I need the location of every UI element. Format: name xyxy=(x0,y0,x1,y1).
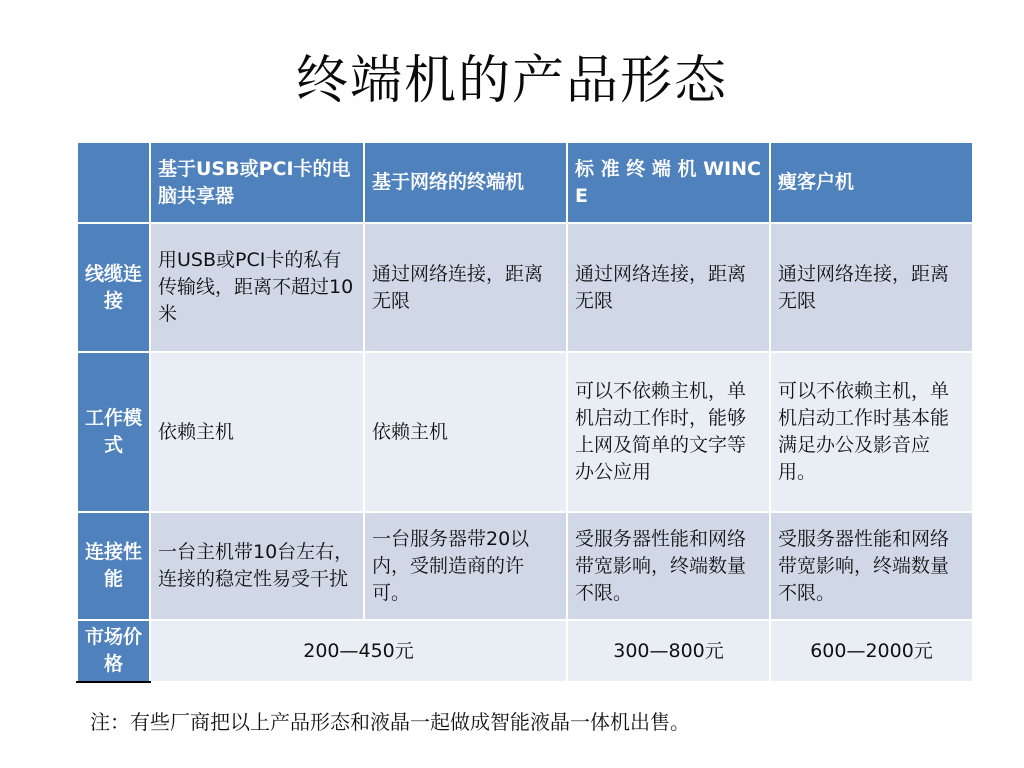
row-label-performance: 连接性能 xyxy=(77,512,150,620)
header-wince-terminal: 标 准 终 端 机 WINCE xyxy=(567,142,770,223)
page-title: 终端机的产品形态 xyxy=(295,51,728,111)
row-label-mode: 工作模式 xyxy=(77,352,150,512)
table-row-mode xyxy=(77,352,973,512)
table-row-performance xyxy=(77,512,973,620)
header-usb-pci-sharer: 基于USB或PCI卡的电脑共享器 xyxy=(150,142,364,223)
table-cell: 一台服务器带20以内，受制造商的许可。 xyxy=(364,512,567,620)
table-cell: 300—800元 xyxy=(567,620,770,682)
table-row-cable xyxy=(77,223,973,352)
header-thin-client: 瘦客户机 xyxy=(770,142,973,223)
header-network-terminal: 基于网络的终端机 xyxy=(364,142,567,223)
table-cell: 可以不依赖主机，单机启动工作时基本能满足办公及影音应用。 xyxy=(770,352,973,512)
table-header-row xyxy=(77,142,973,223)
table-cell: 200—450元 xyxy=(150,620,567,682)
table-cell: 用USB或PCI卡的私有传输线，距离不超过10米 xyxy=(150,223,364,352)
header-corner xyxy=(77,142,150,223)
table-cell: 受服务器性能和网络带宽影响，终端数量不限。 xyxy=(567,512,770,620)
footnote: 注：有些厂商把以上产品形态和液晶一起做成智能液晶一体机出售。 xyxy=(90,710,690,734)
table-cell: 通过网络连接，距离无限 xyxy=(364,223,567,352)
comparison-table xyxy=(76,141,974,683)
table-cell: 一台主机带10台左右，连接的稳定性易受干扰 xyxy=(150,512,364,620)
row-label-price: 市场价格 xyxy=(77,620,150,682)
row-label-cable: 线缆连接 xyxy=(77,223,150,352)
table-cell: 受服务器性能和网络带宽影响，终端数量不限。 xyxy=(770,512,973,620)
table-cell: 600—2000元 xyxy=(770,620,973,682)
table-cell: 依赖主机 xyxy=(364,352,567,512)
table-cell: 依赖主机 xyxy=(150,352,364,512)
table-cell: 通过网络连接，距离无限 xyxy=(567,223,770,352)
table-cell: 通过网络连接，距离无限 xyxy=(770,223,973,352)
table-cell: 可以不依赖主机，单机启动工作时，能够上网及简单的文字等办公应用 xyxy=(567,352,770,512)
table-row-price xyxy=(77,620,973,682)
